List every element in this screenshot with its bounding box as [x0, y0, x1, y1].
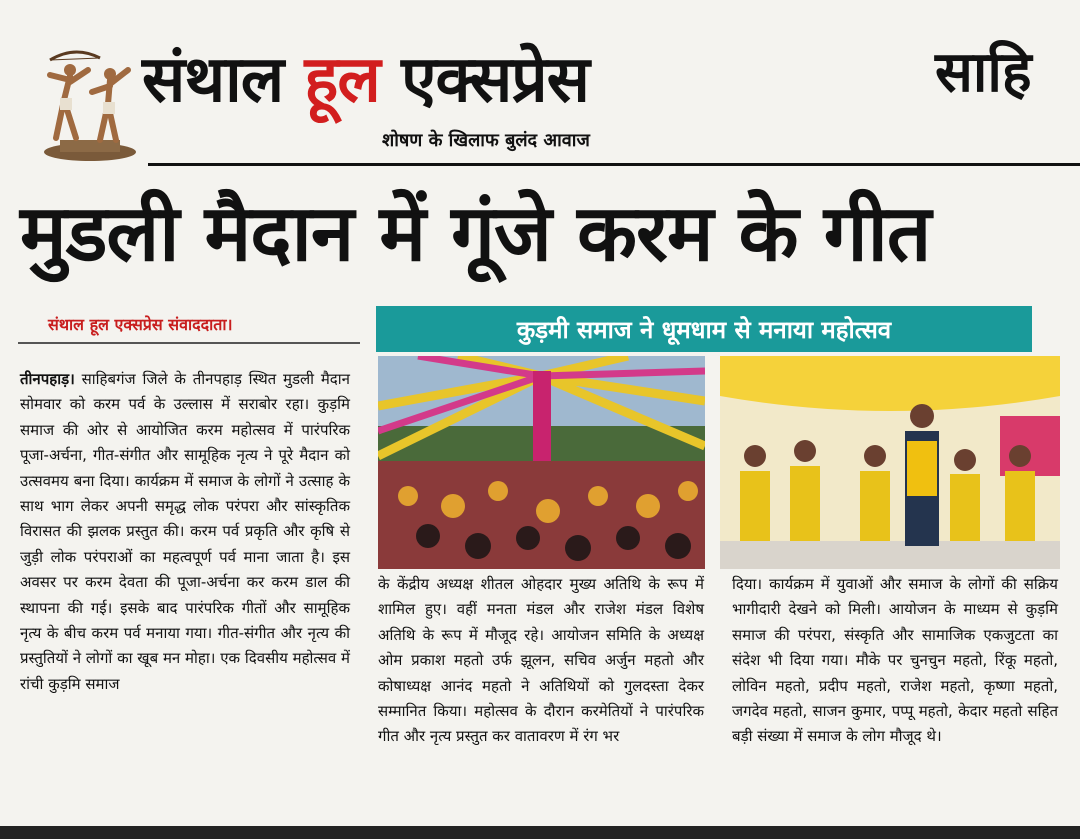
article-column-1	[20, 367, 350, 697]
newspaper-title	[142, 43, 589, 117]
title-word-3: एक्सप्रेस	[401, 43, 589, 117]
tagline: शोषण के खिलाफ बुलंद आवाज	[382, 130, 590, 151]
dateline: तीनपहाड़।	[20, 370, 75, 388]
stage-speaker-photo	[720, 356, 1060, 569]
subheadline: कुड़मी समाज ने धूमधाम से मनाया महोत्सव	[516, 315, 892, 344]
column-1-text: साहिबगंज जिले के तीनपहाड़ स्थित मुडली मैदान सोमवार को करम पर्व के उल्लास में सराबोर रहा। कुड़मि समाज की ओर से आयोजित करम महोत्सव में पारंपरिक पूजा-अर्चना, गीत-संगीत और सामूहिक नृत्य ने पूरे मैदान को उत्सवमय बना दिया। कार्यक्रम में समाज के लोगों ने उत्साह के साथ भाग लेकर अपनी समृद्ध लोक परंपरा और सांस्कृतिक विरासत की झलक प्रस्तुत की। करम पर्व प्रकृति और कृषि से जुड़ी लोक परंपराओं का महत्वपूर्ण पर्व माना जाता है। इस अवसर पर करम देवता की पूजा-अर्चना कर करम डाल की स्थापना की गई। इसके बाद पारंपरिक गीतों और सामूहिक नृत्य के बीच करम पर्व मनाया गया। गीत-संगीत और नृत्य की प्रस्तुतियों ने लोगों का खूब मन मोहा। एक दिवसीय महोत्सव में रांची कुड़मि समाज	[20, 370, 350, 693]
byline: संथाल हूल एक्सप्रेस संवाददाता।	[48, 315, 233, 334]
subheadline-band	[376, 306, 1032, 352]
headline: मुडली मैदान में गूंजे करम के गीत	[20, 189, 931, 279]
masthead	[0, 0, 1080, 170]
byline-divider	[18, 342, 360, 344]
festival-crowd-photo	[378, 356, 705, 569]
next-article-strip	[0, 826, 1080, 839]
article-column-3: दिया। कार्यक्रम में युवाओं और समाज के लोगों की सक्रिय भागीदारी देखने को मिली। आयोजन के माध्यम से कुड़मि समाज की परंपरा, संस्कृति और सामाजिक एकजुटता का संदेश भी दिया गया। मौके पर चुनचुन महतो, रिंकू महतो, लोविन महतो, प्रदीप महतो, राजेश महतो, कृष्णा महतो, जगदेव महतो, साजन कुमार, पप्पू महतो, केदार महतो सहित बड़ी संख्या में समाज के लोग मौजूद थे।	[732, 575, 1058, 746]
warrior-statue-logo	[20, 40, 145, 165]
title-word-2: हूल	[304, 43, 380, 117]
masthead-rule	[148, 163, 1080, 166]
title-word-1: संथाल	[142, 43, 284, 117]
article-column-2: के केंद्रीय अध्यक्ष शीतल ओहदार मुख्य अतिथि के रूप में शामिल हुए। वहीं मनता मंडल और राजेश मंडल विशेष अतिथि के रूप में मौजूद रहे। आयोजन समिति के अध्यक्ष ओम प्रकाश महतो उर्फ झूलन, सचिव अर्जुन महतो और कोषाध्यक्ष आनंद महतो ने अतिथियों को गुलदस्ता देकर सम्मानित किया। महोत्सव के दौरान करमेतियों ने पारंपरिक गीत और नृत्य प्रस्तुत कर वातावरण में रंग भर	[378, 575, 704, 746]
section-tag: साहि	[935, 40, 1032, 105]
